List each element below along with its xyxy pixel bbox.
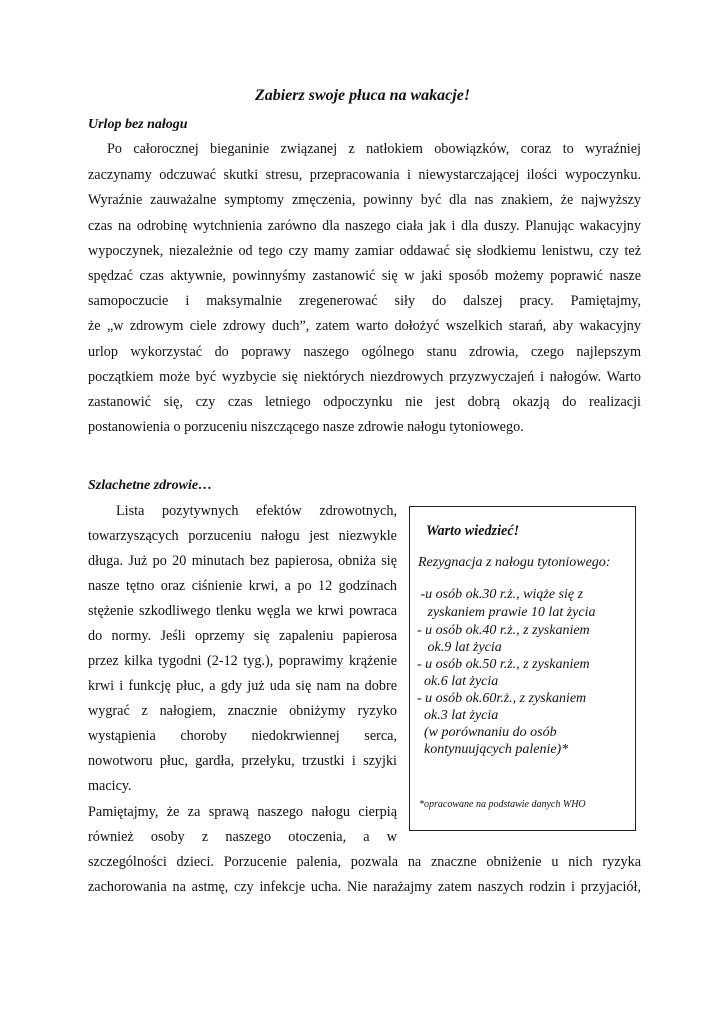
info-box-line: zyskaniem prawie 10 lat życia xyxy=(417,605,596,620)
document-title: Zabierz swoje płuca na wakacje! xyxy=(254,87,471,104)
paragraph-line: zachorowania na astmę, czy infekcje ucha. Nie narażajmy zatem naszych rodzin i przyjaciół, xyxy=(88,879,641,895)
paragraph-line: samopoczucie i maksymalnie zregenerować siły do dalszej pracy. Pamiętajmy, xyxy=(88,293,641,309)
paragraph-line: zastanowić się, czy czas letniego odpoczynku nie jest dobrą okazją do realizacji xyxy=(88,394,641,410)
info-box-subtitle: Rezygnacja z nałogu tytoniowego: xyxy=(418,555,611,570)
paragraph-line: wystąpienia choroby niedokrwiennej serca, xyxy=(88,728,397,744)
paragraph-line: Po całorocznej bieganinie związanej z natłokiem obowiązków, coraz to wyraźniej xyxy=(107,141,641,157)
paragraph-line: również osoby z naszego otoczenia, a w xyxy=(88,829,397,845)
info-box xyxy=(409,506,636,831)
info-box-line: - u osób ok.50 r.ż., z zyskaniem xyxy=(417,657,590,672)
paragraph-line: Pamiętajmy, że za sprawą naszego nałogu cierpią xyxy=(88,804,397,820)
paragraph-line: towarzyszących porzuceniu nałogu jest niezwykle xyxy=(88,528,397,544)
info-box-line: ok.3 lat życia xyxy=(417,708,499,723)
paragraph-line: zaczynamy odczuwać skutki stresu, przepracowania i niewystarczającej ilości wypoczynku. xyxy=(88,167,641,183)
paragraph-line: że „w zdrowym ciele zdrowy duch”, zatem warto dołożyć wszelkich starań, aby wakacyjny xyxy=(88,318,641,334)
paragraph-line: wygrać z nałogiem, znacznie obniżymy ryzyko xyxy=(88,703,397,719)
info-box-line: ok.9 lat życia xyxy=(417,640,502,655)
paragraph-line: nowotworu płuc, gardła, przełyku, trzustki i szyjki xyxy=(88,753,397,769)
paragraph-line: krwi i funkcję płuc, a gdy już uda się nam na dobre xyxy=(88,678,397,694)
info-box-line: (w porównaniu do osób xyxy=(417,725,557,740)
paragraph-line: spędzać czas aktywnie, powinnyśmy zastanowić się w jaki sposób możemy poprawić nasze xyxy=(88,268,641,284)
paragraph-line: przez kilka tygodni (2-12 tyg.), poprawimy krążenie xyxy=(88,653,397,669)
info-box-line: - u osób ok.60r.ż., z zyskaniem xyxy=(417,691,587,706)
info-box-line: ok.6 lat życia xyxy=(417,674,499,689)
info-box-line: kontynuujących palenie)* xyxy=(417,742,569,757)
paragraph-line: macicy. xyxy=(88,778,132,794)
paragraph-line: początkiem może być wyzbycie się niektórych niezdrowych przyzwyczajeń i nałogów. Warto xyxy=(88,369,641,385)
paragraph-line: wypoczynek, niezależnie od tego czy mamy zamiar oddawać się słodkiemu lenistwu, czy też xyxy=(88,243,641,259)
paragraph-line: Lista pozytywnych efektów zdrowotnych, xyxy=(116,503,397,519)
info-box-title: Warto wiedzieć! xyxy=(426,523,520,539)
paragraph-line: urlop wykorzystać do poprawy naszego ogólnego stanu zdrowia, czego najlepszym xyxy=(88,344,641,360)
paragraph-line: szczególności dzieci. Porzucenie palenia, pozwala na znaczne obniżenie u nich ryzyka xyxy=(88,854,641,870)
paragraph-line: Wyraźnie zauważalne symptomy zmęczenia, powinny być dla nas znakiem, że najwyższy xyxy=(88,192,641,208)
info-box-line: - u osób ok.40 r.ż., z zyskaniem xyxy=(417,623,590,638)
section-heading-urlop: Urlop bez nałogu xyxy=(88,117,188,132)
paragraph-line: czas na odrobinę wytchnienia zarówno dla naszego ciała jak i dla duszy. Planując wakacyjny xyxy=(88,218,641,234)
info-box-footnote: *opracowane na podstawie danych WHO xyxy=(419,799,586,810)
paragraph-line: do normy. Jeśli oprzemy się zapaleniu papierosa xyxy=(88,628,397,644)
paragraph-line: postanowienia o porzuceniu niszczącego nasze zdrowie nałogu tytoniowego. xyxy=(88,419,524,435)
paragraph-line: długa. Już po 20 minutach bez papierosa, obniża się xyxy=(88,553,397,569)
info-box-line: -u osób ok.30 r.ż., wiąże się z xyxy=(417,587,584,602)
section-heading-zdrowie: Szlachetne zdrowie… xyxy=(88,478,213,493)
paragraph-line: stężenie szkodliwego tlenku węgla we krwi powraca xyxy=(88,603,397,619)
paragraph-line: nasze tętno oraz ciśnienie krwi, a po 12 godzinach xyxy=(88,578,397,594)
